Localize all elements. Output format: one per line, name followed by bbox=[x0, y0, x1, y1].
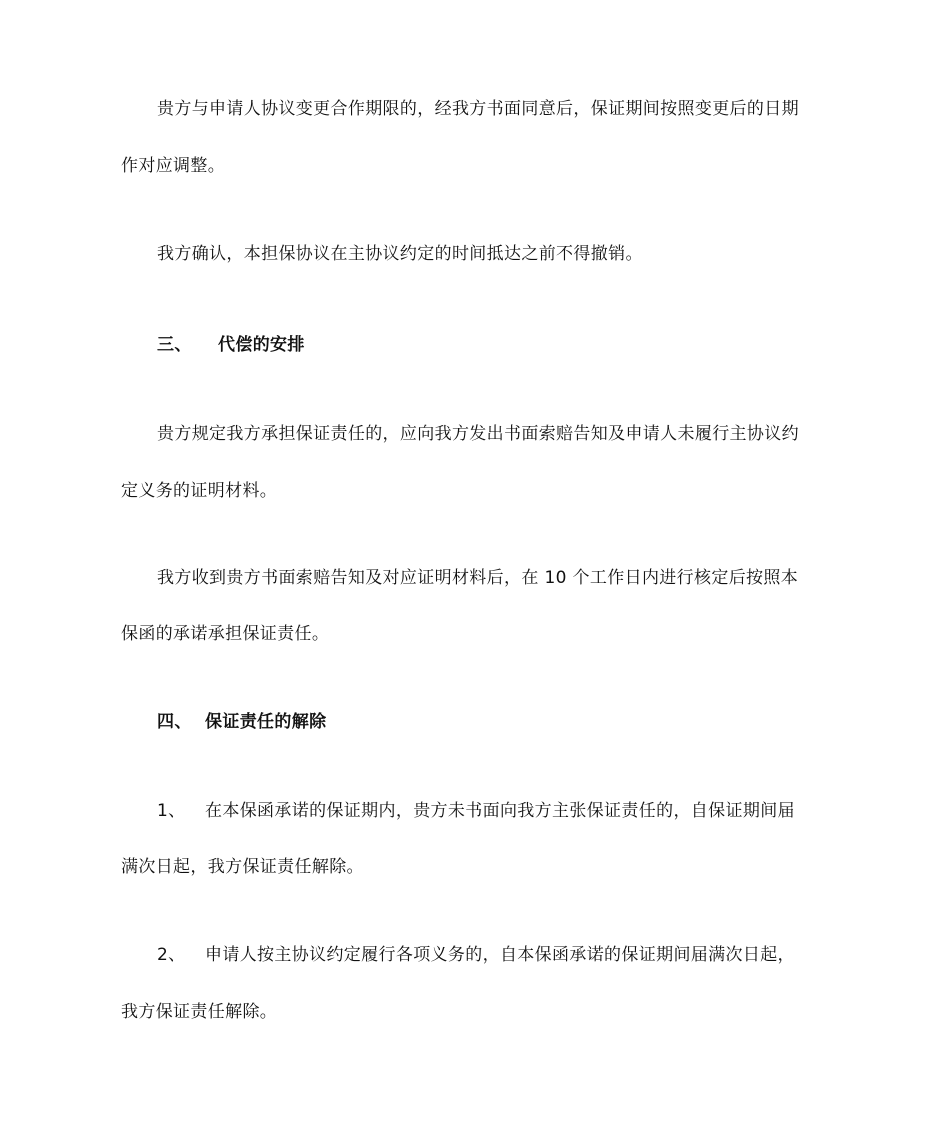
paragraph-line bbox=[157, 97, 799, 121]
paragraph-line bbox=[121, 622, 329, 646]
list-item bbox=[157, 799, 795, 823]
paragraph-line bbox=[157, 422, 799, 446]
paragraph-line bbox=[121, 154, 225, 178]
paragraph-line bbox=[157, 566, 798, 590]
paragraph-line bbox=[121, 855, 364, 879]
list-item-text: 申请人按主协议约定履行各项义务的，自本保函承诺的保证期间届满次日起， bbox=[205, 945, 795, 965]
paragraph-text: 定义务的证明材料。 bbox=[121, 481, 278, 501]
paragraph-text: 贵方规定我方承担保证责任的，应向我方发出书面索赔告知及申请人未履行主协议约 bbox=[157, 424, 799, 444]
paragraph-line bbox=[157, 242, 643, 266]
list-item-number: 2、 bbox=[157, 945, 186, 965]
paragraph-text: 我方保证责任解除。 bbox=[121, 1002, 278, 1022]
section-title: 保证责任的解除 bbox=[205, 712, 327, 732]
section-title: 代偿的安排 bbox=[218, 335, 305, 355]
paragraph-text: 我方收到贵方书面索赔告知及对应证明材料后，在 10 个工作日内进行核定后按照本 bbox=[157, 568, 799, 588]
section-heading-4 bbox=[157, 710, 326, 734]
paragraph-text: 作对应调整。 bbox=[121, 156, 226, 176]
section-heading-3 bbox=[157, 333, 305, 357]
list-item-number: 1、 bbox=[157, 801, 186, 821]
section-number: 三、 bbox=[157, 335, 192, 355]
section-number: 四、 bbox=[157, 712, 192, 732]
paragraph-line bbox=[121, 1000, 277, 1024]
list-item bbox=[157, 943, 795, 967]
paragraph-text: 我方确认，本担保协议在主协议约定的时间抵达之前不得撤销。 bbox=[157, 244, 643, 264]
paragraph-line bbox=[121, 479, 277, 503]
paragraph-text: 保函的承诺承担保证责任。 bbox=[121, 624, 330, 644]
list-item-text: 在本保函承诺的保证期内，贵方未书面向我方主张保证责任的，自保证期间届 bbox=[205, 801, 795, 821]
paragraph-text: 满次日起，我方保证责任解除。 bbox=[121, 857, 364, 877]
paragraph-text: 贵方与申请人协议变更合作期限的，经我方书面同意后，保证期间按照变更后的日期 bbox=[157, 99, 799, 119]
